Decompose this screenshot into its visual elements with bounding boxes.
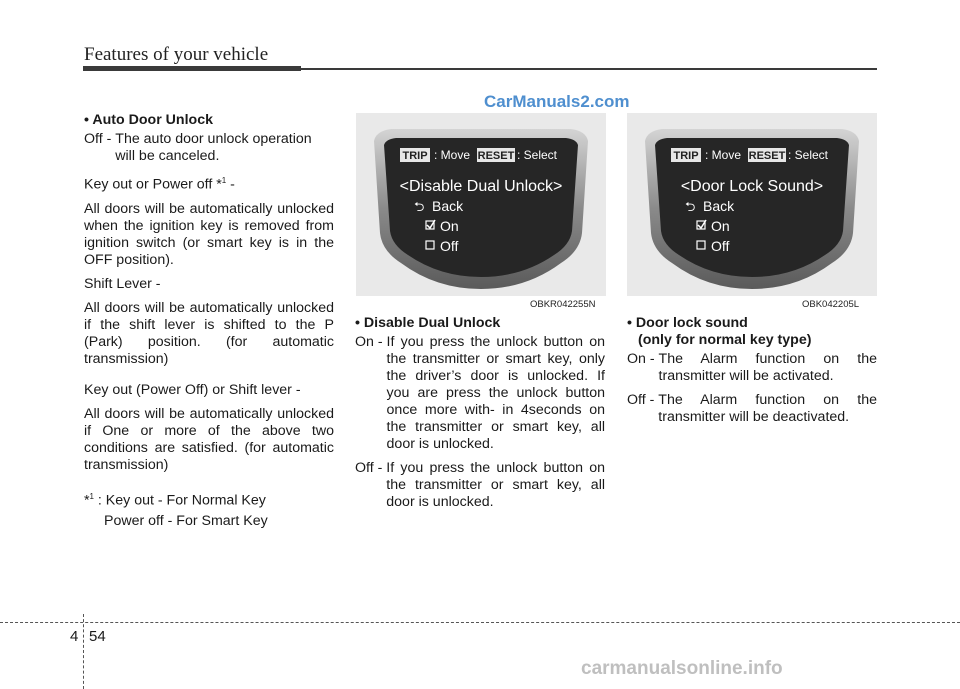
column-disable-dual-unlock bbox=[355, 315, 605, 518]
back-arrow-icon: ⮌ bbox=[414, 199, 425, 214]
both-label: Key out (Power Off) or Shift lever - bbox=[84, 381, 301, 398]
section-subheading: (only for normal key type) bbox=[638, 332, 812, 348]
figure-code: OBKR042255N bbox=[530, 299, 596, 310]
footnote: *$^1$ : Key out - For Normal Key bbox=[84, 491, 266, 509]
trip-key-label: TRIP bbox=[402, 150, 428, 162]
both-text: All doors will be automatically unlocked if One or more of the above two conditions are satisfied. (for automatic transmission) bbox=[84, 405, 334, 473]
reset-key-label: RESET bbox=[748, 150, 786, 162]
column-door-lock-sound bbox=[627, 315, 877, 433]
select-label: : Select bbox=[788, 148, 829, 162]
option-off: Off - The auto door unlock operation will be canceled. bbox=[84, 131, 312, 164]
option-off: Off - If you press the unlock button on the transmitter or smart key, all door is unlocked. bbox=[355, 460, 605, 510]
reset-key-label: RESET bbox=[477, 150, 515, 162]
chapter-number: 4 bbox=[70, 628, 79, 645]
move-label: : Move bbox=[434, 148, 471, 162]
keyout-text: All doors will be automatically unlocked when the ignition key is removed from ignition switch (or smart key is in the OFF position). bbox=[84, 200, 334, 268]
trip-key-label: TRIP bbox=[673, 150, 699, 162]
section-heading: • Door lock sound bbox=[627, 315, 748, 331]
keyout-label: Key out or Power off *$^1$ - bbox=[84, 176, 235, 193]
footer-site-link[interactable]: carmanualsonline.info bbox=[581, 658, 783, 679]
cluster-screen-disable-dual-unlock bbox=[356, 113, 606, 296]
move-label: : Move bbox=[705, 148, 742, 162]
page-number: 54 bbox=[89, 628, 106, 645]
back-option: Back bbox=[432, 198, 464, 214]
menu-title: <Door Lock Sound> bbox=[680, 178, 824, 195]
off-option: Off bbox=[711, 238, 730, 254]
figure-code: OBK042205L bbox=[802, 299, 860, 310]
footer-divider bbox=[83, 614, 84, 689]
header-rule-thin bbox=[301, 68, 877, 70]
footnote-line2: Power off - For Smart Key bbox=[104, 513, 268, 530]
select-label: : Select bbox=[517, 148, 558, 162]
on-option: On bbox=[711, 218, 730, 234]
option-on: On - If you press the unlock button on the transmitter or smart key, only the driver’s door is unlocked. If you are press the unlock button once more with- in 4seconds on the transmitter or smart key, all door is unlocked. bbox=[355, 334, 605, 452]
shift-text: All doors will be automatically unlocked if the shift lever is shifted to the P (Park) position. (for automatic transmission) bbox=[84, 299, 334, 367]
option-off: Off - The Alarm function on the transmitter will be deactivated. bbox=[627, 392, 877, 425]
section-heading: • Disable Dual Unlock bbox=[355, 315, 501, 331]
back-arrow-icon: ⮌ bbox=[685, 199, 696, 214]
menu-title: <Disable Dual Unlock> bbox=[399, 178, 563, 195]
page-header-title: Features of your vehicle bbox=[84, 44, 269, 65]
option-on: On - The Alarm function on the transmitter will be activated. bbox=[627, 351, 877, 384]
header-rule-thick bbox=[83, 66, 301, 71]
watermark-link[interactable]: CarManuals2.com bbox=[484, 92, 630, 111]
column-auto-door-unlock bbox=[84, 112, 334, 537]
shift-label: Shift Lever - bbox=[84, 275, 161, 292]
section-heading: • Auto Door Unlock bbox=[84, 112, 213, 128]
cluster-screen-door-lock-sound bbox=[627, 113, 877, 296]
on-option: On bbox=[440, 218, 459, 234]
off-option: Off bbox=[440, 238, 459, 254]
footer-rule bbox=[0, 622, 960, 623]
back-option: Back bbox=[703, 198, 735, 214]
